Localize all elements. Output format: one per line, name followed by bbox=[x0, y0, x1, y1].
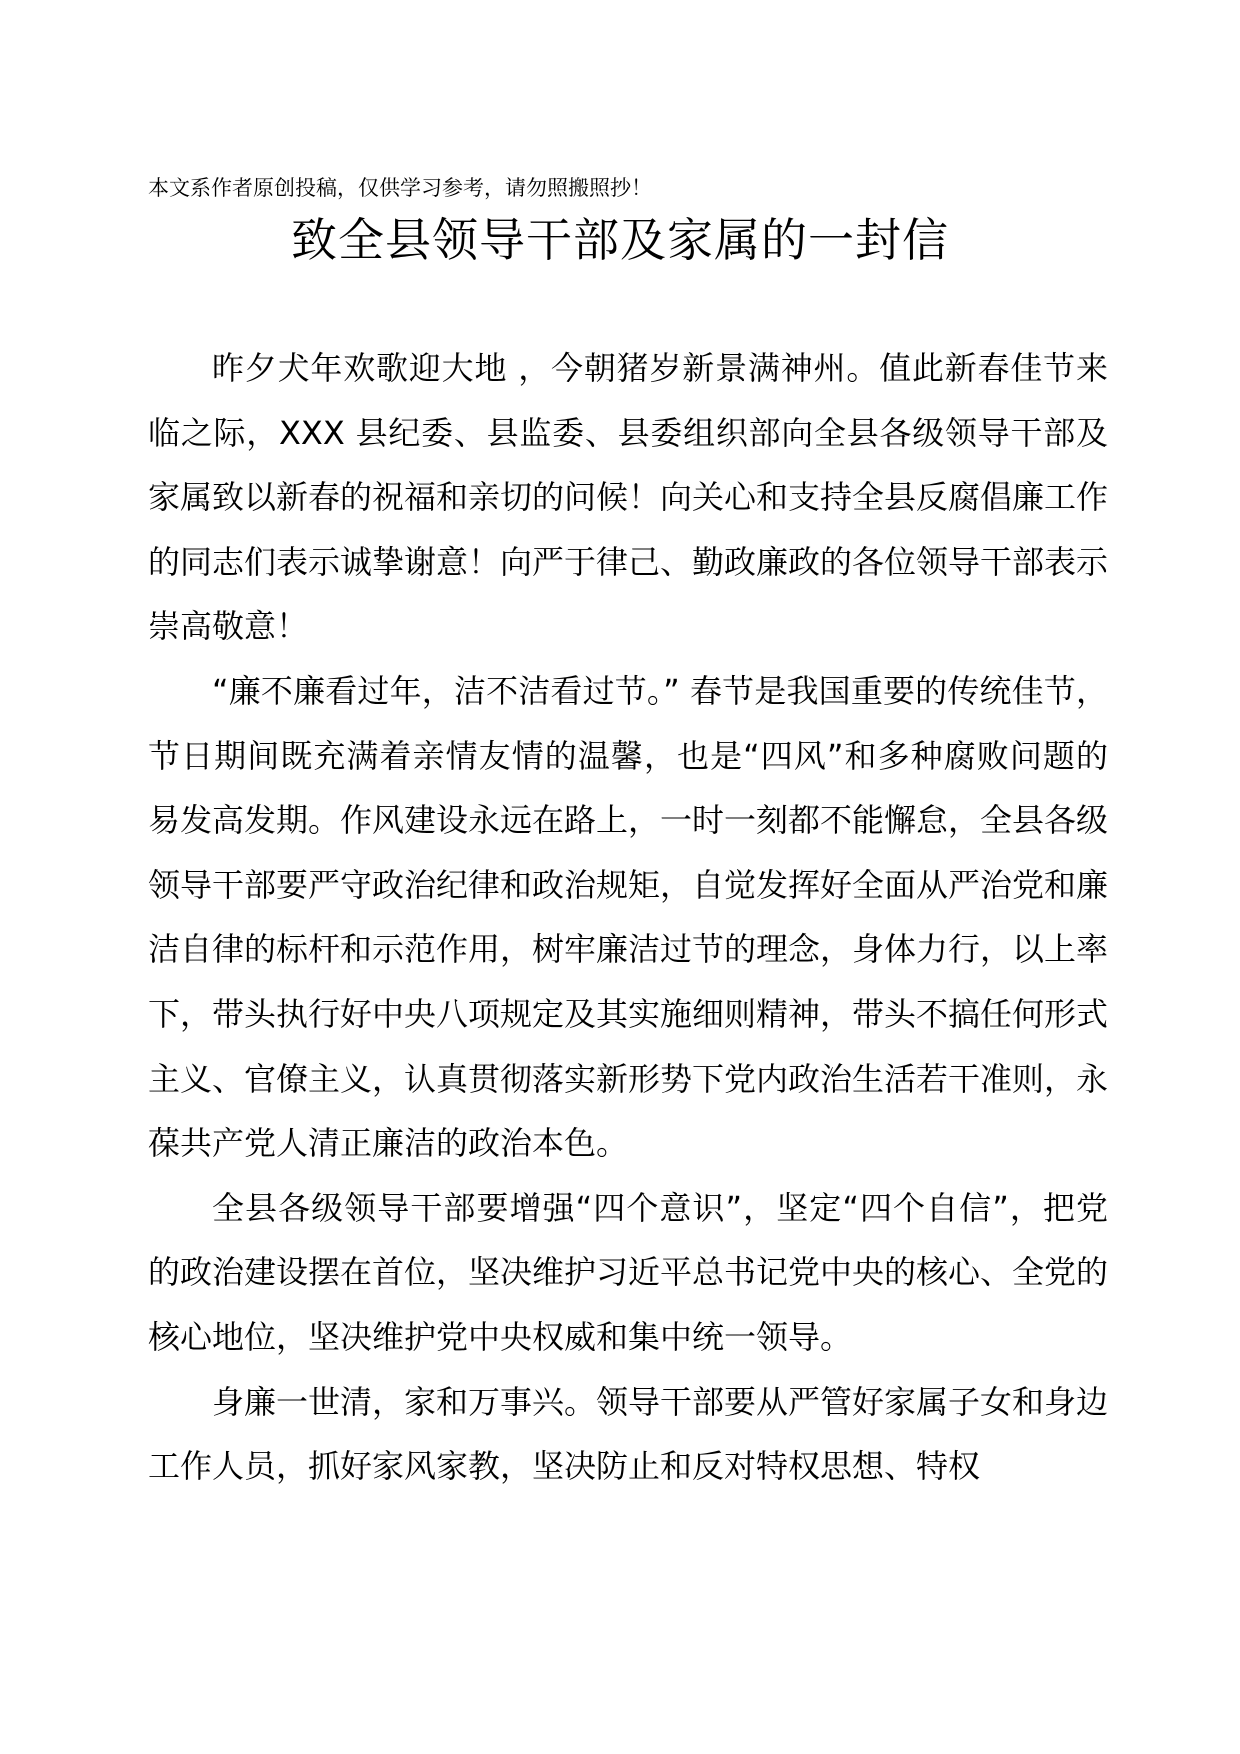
letter-body bbox=[148, 336, 1108, 1499]
document-title: 致全县领导干部及家属的一封信 bbox=[291, 213, 949, 267]
paragraph-greeting: 昨夕犬年欢歌迎大地 ，今朝猪岁新景满神州。值此新春佳节来临之际，XXX 县纪委、县监委、县委组织部向全县各级领导干部及家属致以新春的祝福和亲切的问候！向关心和支持全县反腐倡廉工作的同志们表示诚挚谢意！向严于律己、勤政廉政的各位领导干部表示崇高敬意！ bbox=[148, 349, 1109, 646]
paragraph-festival-integrity: “廉不廉看过年，洁不洁看过节。” 春节是我国重要的传统佳节，节日期间既充满着亲情友情的温馨，也是“四风”和多种腐败问题的易发高发期。作风建设永远在路上，一时一刻都不能懈怠，全县各级领导干部要严守政治纪律和政治规矩，自觉发挥好全面从严治党和廉洁自律的标杆和示范作用，树牢廉洁过节的理念，身体力行，以上率下，带头执行好中央八项规定及其实施细则精神，带头不搞任何形式主义、官僚主义，认真贯彻落实新形势下党内政治生活若干准则，永葆共产党人清正廉洁的政治本色。 bbox=[148, 671, 1109, 1163]
copyright-notice: 本文系作者原创投稿，仅供学习参考，请勿照搬照抄！ bbox=[148, 176, 652, 200]
paragraph-four-consciousness: 全县各级领导干部要增强“四个意识”，坚定“四个自信”，把党的政治建设摆在首位，坚决维护习近平总书记党中央的核心、全党的核心地位，坚决维护党中央权威和集中统一领导。 bbox=[148, 1188, 1109, 1356]
paragraph-family-discipline: 身廉一世清，家和万事兴。领导干部要从严管好家属子女和身边工作人员，抓好家风家教，坚决防止和反对特权思想、特权 bbox=[148, 1382, 1109, 1486]
